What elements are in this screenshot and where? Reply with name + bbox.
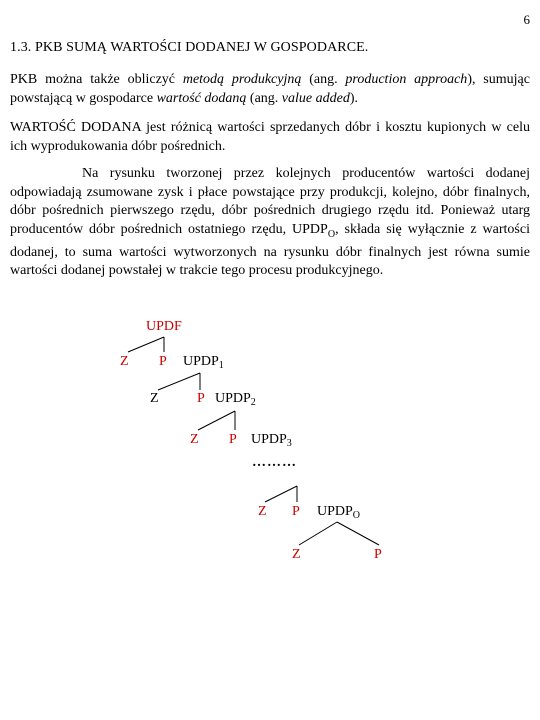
node-z-3: Z: [190, 432, 199, 447]
node-updp-2: $UPDP_2$: [215, 391, 256, 408]
node-z-last: Z: [292, 547, 301, 562]
node-updf: UPDF: [146, 319, 182, 334]
node-z-4: Z: [258, 504, 267, 519]
continuation-dots: ………: [252, 455, 297, 470]
node-p-1: P: [159, 354, 167, 369]
node-z-1: Z: [120, 354, 129, 369]
paragraph-value-added-definition: WARTOŚĆ DODANA jest różnicą wartości sprzedanych dóbr i kosztu kupionych w celu ich wyprodukowania dóbr pośrednich.: [10, 120, 530, 154]
node-p-2: P: [197, 391, 205, 406]
paragraph-production-approach: PKB można także obliczyć metodą produkcyjną (ang. production approach), sumując powstającą w gospodarce wartość dodaną (ang. value added).: [10, 72, 530, 106]
page-number: 6: [523, 12, 530, 27]
paragraph-figure-explanation: Na rysunku tworzonej przez kolejnych producentów wartości dodanej odpowiadają zsumowane zysk i płace powstające przy produkcji, kolejno, dóbr finalnych, dóbr pośrednich pierwszego rzędu, dóbr pośrednich drugiego rzędu itd. Ponieważ utarg producentów dóbr pośrednich ostatniego rzędu, $UPDP_O$, składa się wyłącznie z wartości dodanej, to suma wartości wytworzonych na rysunku dóbr finalnych jest równa sumie wartości dodanej powstałej w trakcie tego procesu produkcyjnego.: [10, 166, 530, 279]
node-z-2: Z: [150, 391, 159, 406]
section-heading: 1.3. PKB SUMĄ WARTOŚCI DODANEJ W GOSPODARCE.: [10, 40, 369, 55]
node-updp-1: $UPDP_1$: [183, 354, 224, 371]
node-p-4: P: [292, 504, 300, 519]
node-p-last: P: [374, 547, 382, 562]
node-updp-o: $UPDP_O$: [317, 504, 361, 521]
node-p-3: P: [229, 432, 237, 447]
node-updp-3: $UPDP_3$: [251, 432, 292, 449]
